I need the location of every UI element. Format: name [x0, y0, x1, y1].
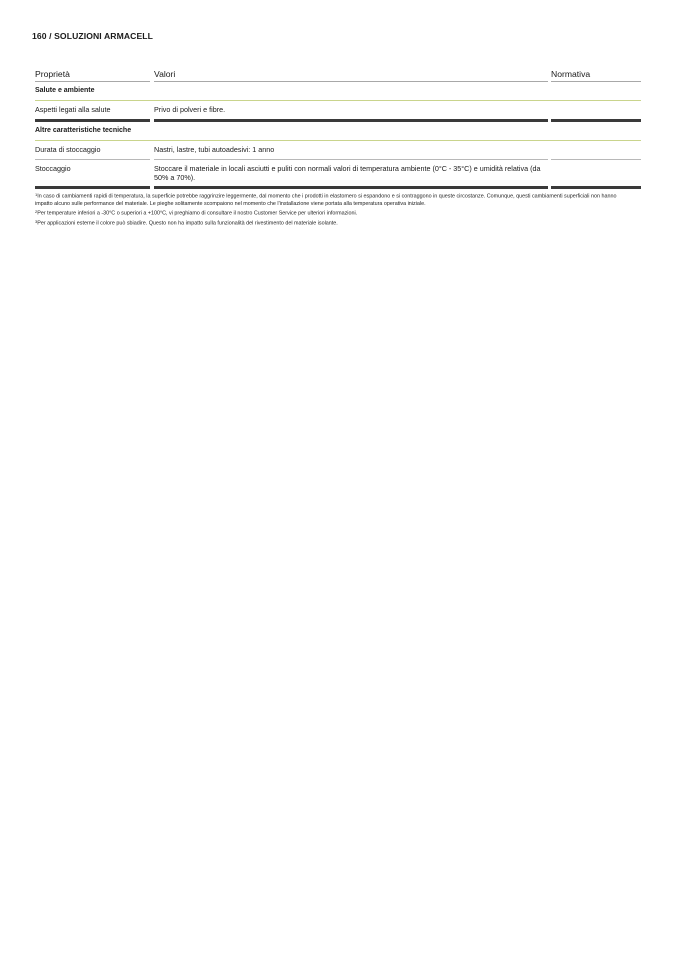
row-divider: [154, 186, 548, 189]
table-header: [35, 66, 641, 82]
value-cell: Nastri, lastre, tubi autoadesivi: 1 anno: [154, 145, 275, 154]
property-cell: Aspetti legati alla salute: [35, 105, 111, 114]
footnote-mark: 3: [35, 219, 38, 225]
section-title: Altre caratteristiche tecniche: [35, 127, 132, 134]
properties-table: [35, 66, 641, 189]
footnote-text: Per temperature inferiori a -30°C o superiori a +100°C, vi preghiamo di consultare il nostro Customer Service per ulteriori informazioni.: [37, 210, 358, 217]
footnote-text: In caso di cambiamenti rapidi di temperatura, la superficie potrebbe raggrinzire leggermente, dal momento che i prodotti in elastomero si espandono e si contraggono in queste circostanze. Comunque, questi cambiamenti superficiali non hanno impatto alcuno sulle performance del materiale. Le pieghe solitamente scompaiono nel momento che l'installazione viene portata alla temperatura operativa iniziale.: [35, 193, 617, 207]
column-header-values: Valori: [154, 69, 176, 79]
property-cell: Durata di stoccaggio: [35, 145, 101, 154]
footnote-mark: 2: [35, 209, 38, 215]
footnote: [35, 218, 625, 228]
value-cell: Privo di polveri e fibre.: [154, 105, 226, 114]
section-heading: [35, 82, 641, 101]
table-row: [35, 141, 641, 160]
footnotes: [35, 191, 625, 228]
page-header: 160 / SOLUZIONI ARMACELL: [32, 31, 153, 41]
column-header-standard: Normativa: [551, 69, 591, 79]
column-header-property: Proprietà: [35, 69, 70, 79]
section-heading: [35, 122, 641, 141]
row-divider: [35, 186, 150, 189]
table-row: [35, 160, 641, 189]
footnote-mark: 1: [35, 192, 38, 197]
row-divider: [551, 186, 641, 189]
footnote: [35, 208, 625, 218]
table-row: [35, 101, 641, 122]
footnote-text: Per applicazioni esterne il colore può sbiadire. Questo non ha impatto sulla funzionalità del rivestimento del materiale isolante.: [37, 220, 338, 227]
value-cell: Stoccare il materiale in locali asciutti e puliti con normali valori di temperatura ambiente (0°C - 35°C) e umidità relativa (da 50% a 70%).: [154, 164, 541, 182]
section-title: Salute e ambiente: [35, 87, 95, 94]
property-cell: Stoccaggio: [35, 164, 71, 173]
footnote: [35, 191, 625, 208]
